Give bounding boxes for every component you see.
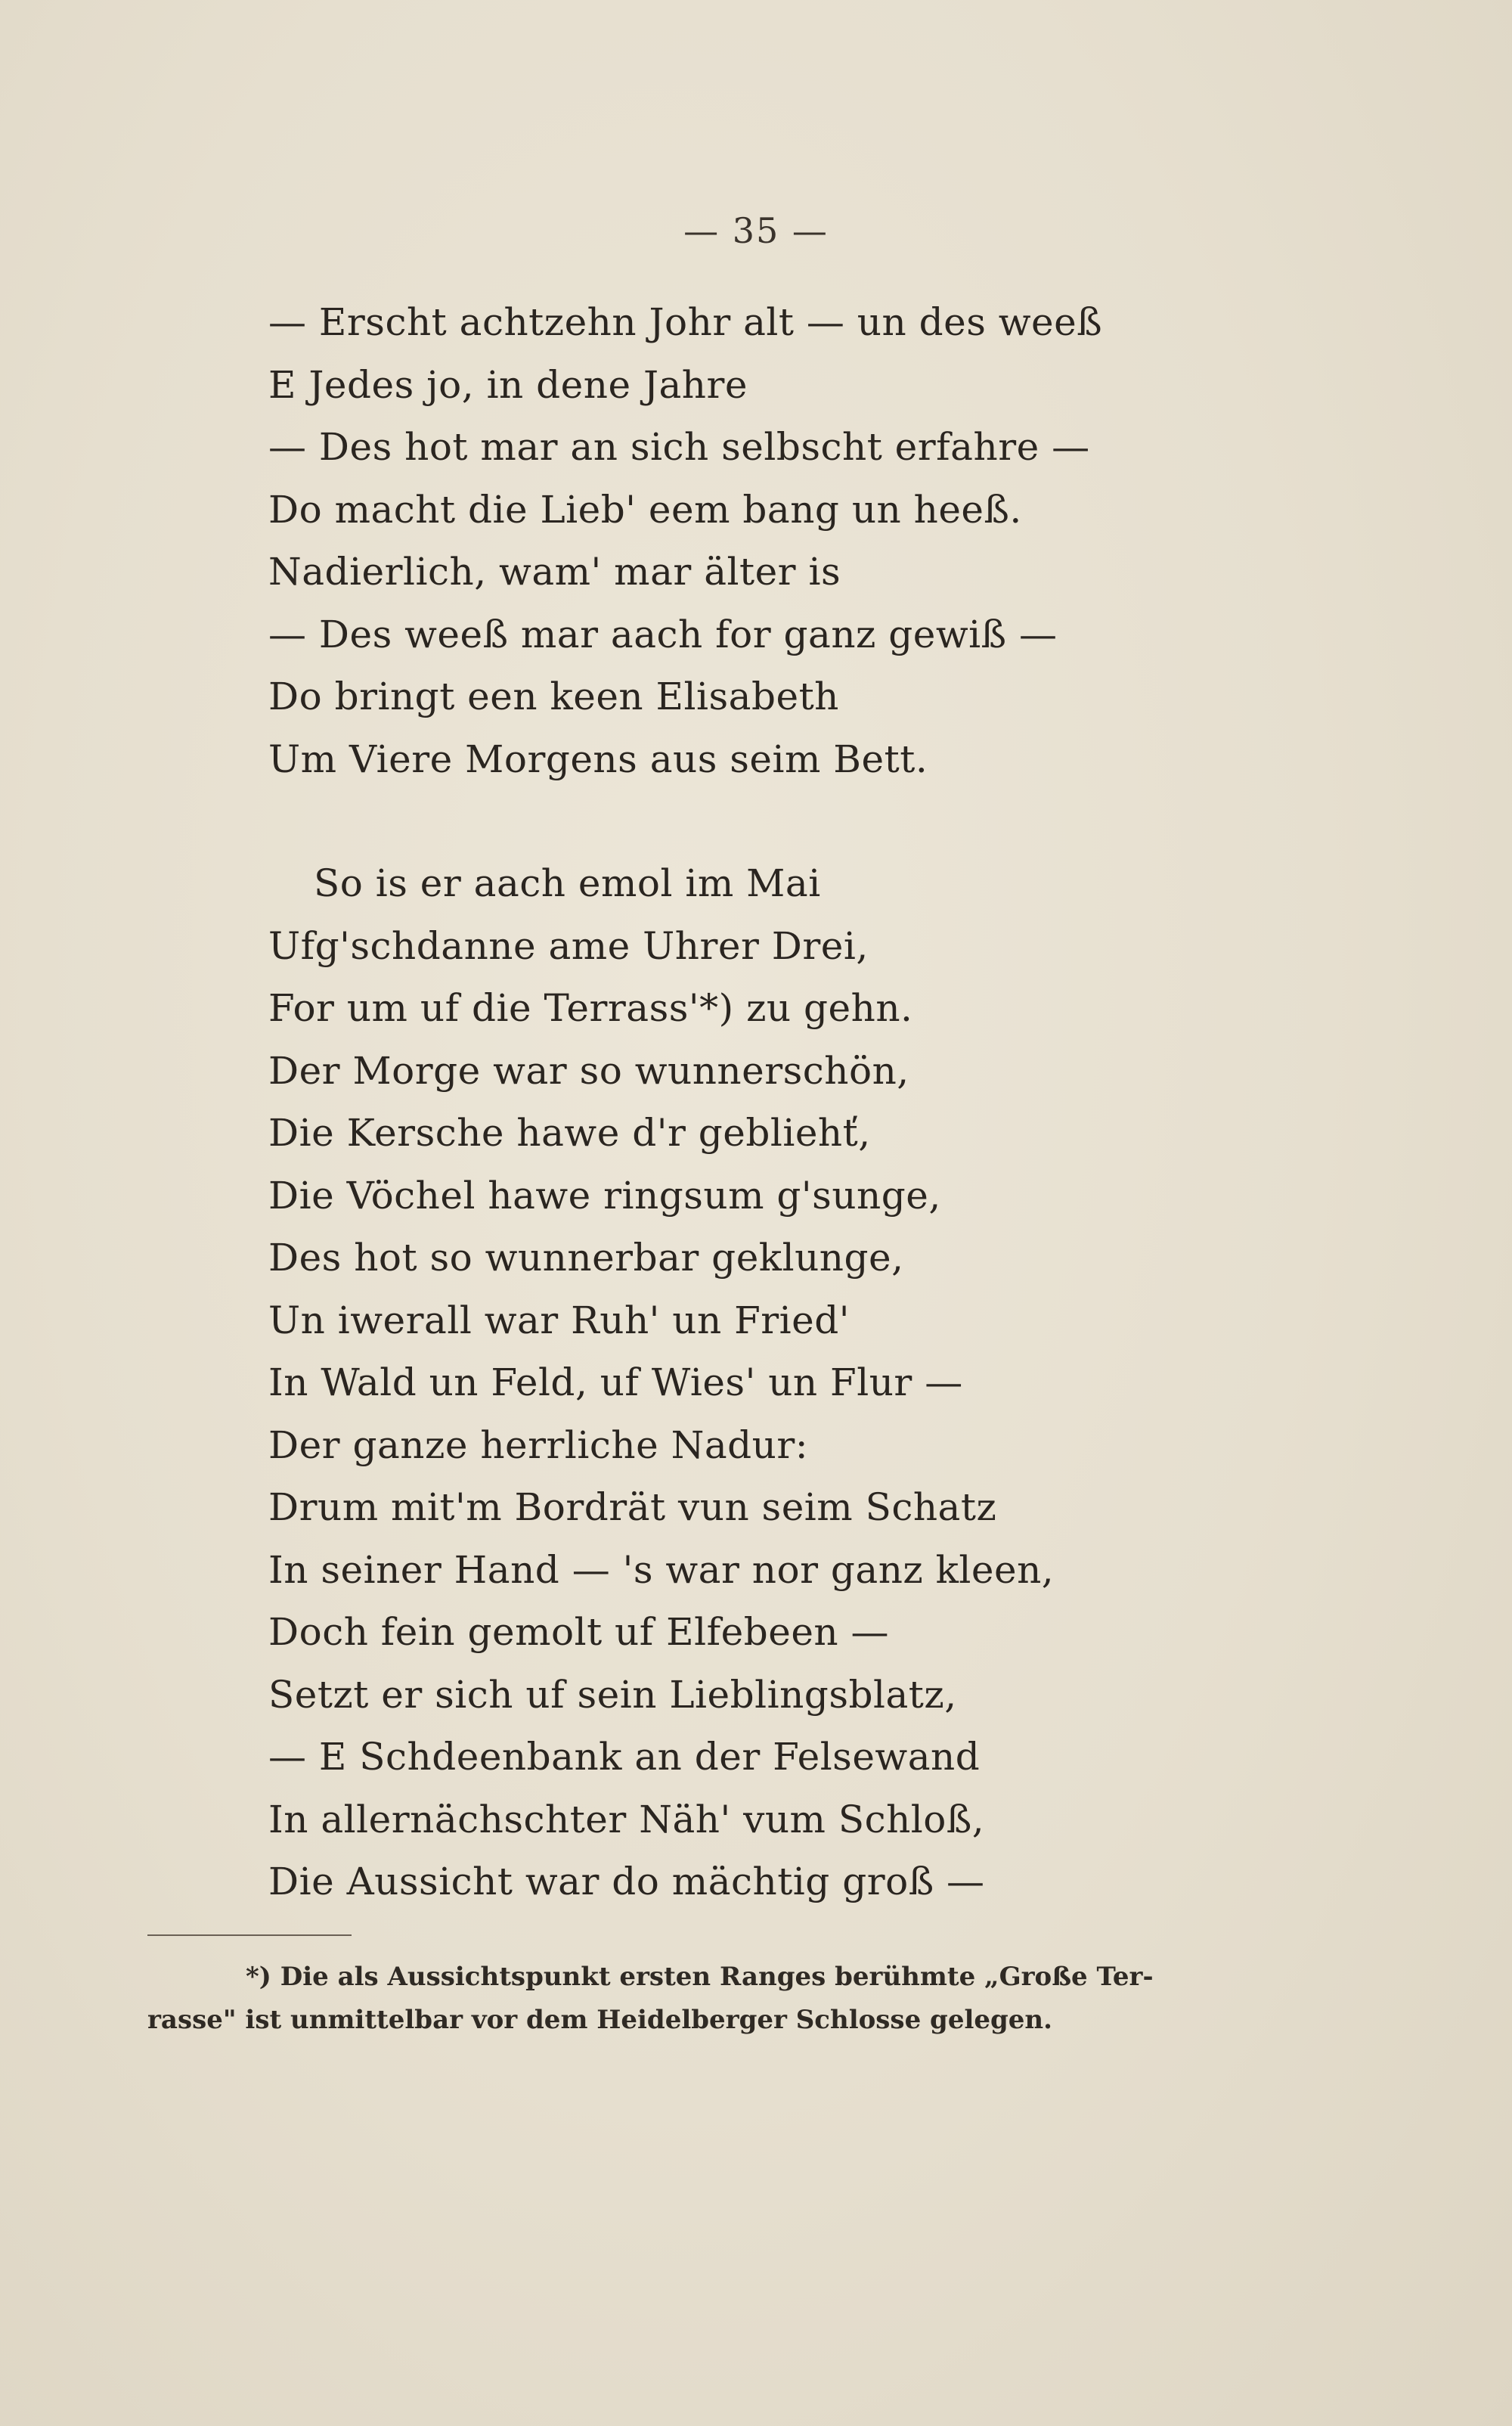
verse-line: So is er aach emol im Mai bbox=[314, 861, 821, 905]
verse-line: Un iwerall war Ruh' un Fried' bbox=[268, 1298, 850, 1342]
page-number: — 35 — bbox=[683, 210, 829, 251]
footnote-line: *) Die als Aussichtspunkt ersten Ranges berühmte „Große Ter- bbox=[246, 1962, 1154, 1992]
verse-line: In Wald un Feld, uf Wies' un Flur — bbox=[268, 1360, 963, 1404]
footnote-divider bbox=[147, 1934, 352, 1936]
verse-line: In seiner Hand — 's war nor ganz kleen, bbox=[268, 1547, 1055, 1592]
verse-line: Drum mit'm Bordrät vun seim Schatz bbox=[268, 1485, 997, 1529]
verse-line: E Jedes jo, in dene Jahre bbox=[268, 362, 748, 407]
footnote-line: rasse" ist unmittelbar vor dem Heidelberger Schlosse gelegen. bbox=[147, 2005, 1052, 2035]
verse-line: Des hot so wunnerbar geklunge, bbox=[268, 1236, 904, 1280]
verse-line: For um uf die Terrass'*) zu gehn. bbox=[268, 986, 913, 1030]
verse-line: — Erscht achtzehn Johr alt — un des weeß bbox=[268, 300, 1103, 344]
verse-line: — Des hot mar an sich selbscht erfahre — bbox=[268, 425, 1090, 469]
verse-line: Ufg'schdanne ame Uhrer Drei, bbox=[268, 923, 869, 968]
verse-line: Um Viere Morgens aus seim Bett. bbox=[268, 737, 928, 781]
verse-line: Der ganze herrliche Nadur: bbox=[268, 1422, 809, 1467]
stanza-2 bbox=[268, 852, 1289, 1913]
verse-line: Die Kersche hawe d'r gebliehť, bbox=[268, 1111, 871, 1155]
verse-line: Doch fein gemolt uf Elfebeen — bbox=[268, 1610, 890, 1654]
verse-line: — Des weeß mar aach for ganz gewiß — bbox=[268, 612, 1058, 656]
verse-line: Do bringt een keen Elisabeth bbox=[268, 675, 839, 718]
verse-line: — E Schdeenbank an der Felsewand bbox=[268, 1735, 981, 1779]
verse-line: Die Aussicht war do mächtig groß — bbox=[268, 1860, 985, 1903]
footnote bbox=[147, 1956, 1236, 2042]
verse-line: Nadierlich, wam' mar älter is bbox=[268, 550, 841, 594]
poem-body bbox=[268, 291, 1289, 1913]
verse-line: Der Morge war so wunnerschön, bbox=[268, 1048, 909, 1093]
verse-line: Do macht die Lieb' eem bang un heeß. bbox=[268, 487, 1022, 532]
verse-line: In allernächschter Näh' vum Schloß, bbox=[268, 1797, 985, 1841]
verse-line: Setzt er sich uf sein Lieblingsblatz, bbox=[268, 1672, 957, 1717]
stanza-1 bbox=[268, 291, 1289, 790]
verse-line: Die Vöchel hawe ringsum g'sunge, bbox=[268, 1173, 941, 1218]
